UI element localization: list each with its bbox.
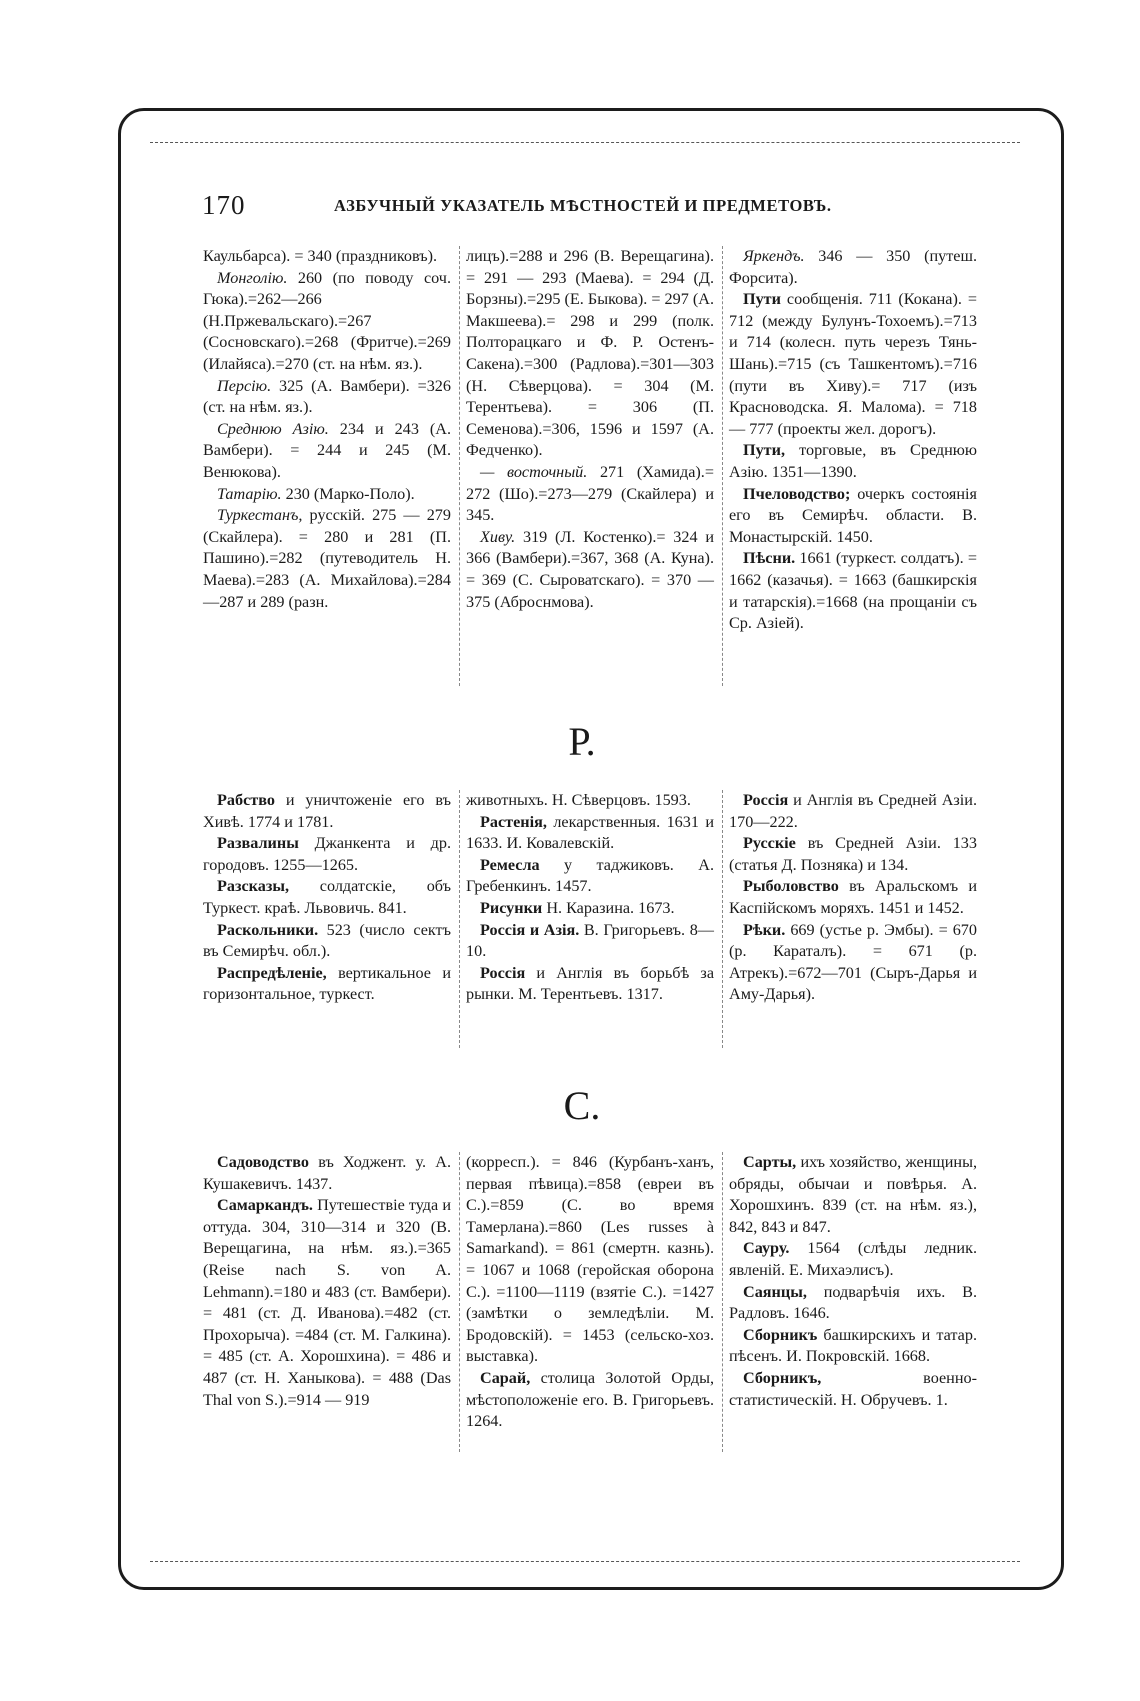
entry-keyword: Сборникъ <box>743 1325 818 1344</box>
entry-keyword: Пчеловодство; <box>743 484 851 503</box>
entry-text: и Англія въ борьбѣ за рынки. М. Терентьевъ. 1317. <box>466 963 714 1004</box>
index-entry <box>466 246 714 462</box>
entry-keyword: Распредѣленіе, <box>217 963 327 982</box>
index-entry <box>203 1195 451 1411</box>
column-divider <box>459 790 460 1048</box>
index-entry <box>466 898 714 920</box>
entry-text: 1661 (туркест. солдатъ). = 1662 (казачья). = 1663 (башкирскія и татарскія).=1668 (на прощаніи съ Ср. Азіей). <box>729 549 977 633</box>
entry-keyword: Сауру. <box>743 1239 790 1258</box>
entry-text: въ Средней Азіи. 133 (статья Д. Позняка) и 134. <box>729 834 977 874</box>
entry-keyword: Россія и Азія. <box>480 920 580 939</box>
entry-keyword: Русскіе <box>743 834 796 853</box>
entry-text: и уничтоженіе его въ Хивѣ. 1774 и 1781. <box>203 791 451 831</box>
entry-keyword: Россія <box>743 791 789 809</box>
index-entry <box>203 246 451 268</box>
entry-text: 523 (число сектъ въ Семирѣч. обл.). <box>203 920 451 961</box>
index-entry <box>203 876 451 919</box>
entry-text: столица Золотой Орды, мѣстоположеніе его. В. Григорьевъ. 1264. <box>466 1368 714 1431</box>
entry-keyword: Ремесла <box>480 855 540 874</box>
entry-keyword: Рабство <box>217 791 275 809</box>
index-entry <box>203 833 451 876</box>
entry-text: 669 (устье р. Эмбы). = 670 (р. Караталъ). = 671 (р. Атрекъ).=672—701 (Сыръ-Дарья и Аму-Дарья). <box>729 920 977 1004</box>
index-entry <box>466 812 714 855</box>
index-entry <box>729 920 977 1006</box>
index-entry <box>203 920 451 963</box>
column-divider <box>459 246 460 686</box>
index-entry <box>203 419 451 484</box>
column-divider <box>722 790 723 1048</box>
entry-keyword: Пути, <box>743 441 786 460</box>
block1-col3 <box>729 246 977 635</box>
index-entry <box>729 876 977 919</box>
entry-text: русскій. 275 — 279 (Скайлера). = 280 и 281 (П. Пашино).=282 (путеводитель Н. Маева).=283 (А. Михайлова).=284—287 и 289 (разн. <box>203 506 451 611</box>
entry-text: подварѣчія ихъ. В. Радловъ. 1646. <box>729 1282 977 1323</box>
entry-heading: Монголію. <box>217 268 288 287</box>
index-entry <box>729 484 977 549</box>
entry-keyword: Разсказы, <box>217 877 290 896</box>
entry-heading: Татарію. <box>217 484 282 503</box>
entry-keyword: Рыболовство <box>743 877 839 896</box>
entry-text: Каульбарса). = 340 (праздниковъ). <box>203 247 438 265</box>
index-entry <box>729 289 977 440</box>
entry-text: 346 — 350 (путеш. Форсита). <box>729 247 977 287</box>
block2-col1 <box>203 790 451 1006</box>
entry-keyword: Сборникъ, <box>743 1368 822 1387</box>
entry-text: лекарственныя. 1631 и 1633. И. Ковалевскій. <box>466 812 714 853</box>
index-entry <box>729 440 977 483</box>
block1-col2 <box>466 246 714 613</box>
index-entry <box>203 790 451 833</box>
entry-text: 230 (Марко-Поло). <box>281 484 415 503</box>
entry-text: въ Аральскомъ и Каспійскомъ моряхъ. 1451 и 1452. <box>729 877 977 917</box>
index-entry <box>729 1282 977 1325</box>
index-entry <box>466 790 714 812</box>
entry-text: Путешествіе туда и оттуда. 304, 310—314 и 320 (В. Верещагина, на нѣм. яз.).=365 (Reise nach S. von A. Lehmann).=180 и 483 (ст. Вамбери). = 481 (ст. Д. Иванова).=482 (ст. Прохорыча). =484 (ст. М. Галкина). = 485 (ст. А. Хорошхина). = 486 и 487 (ст. Н. Ханыкова). = 488 (Das Thal von S.).=914 — 919 <box>203 1196 451 1409</box>
column-divider <box>722 246 723 686</box>
entry-keyword: Садоводство <box>217 1153 309 1171</box>
section-letter-r: Р. <box>568 719 596 764</box>
entry-text: 325 (А. Вамбери). =326 (ст. на нѣм. яз.). <box>203 376 451 417</box>
entry-keyword: Саянцы, <box>743 1282 807 1301</box>
index-entry <box>203 484 451 506</box>
index-entry <box>729 548 977 634</box>
index-entry <box>729 1238 977 1281</box>
entry-text: 1564 (слѣды ледник. явленій. Е. Михаэлисъ). <box>729 1239 977 1279</box>
entry-text: торговые, въ Среднюю Азію. 1351—1390. <box>729 441 977 481</box>
entry-text: у таджиковъ. А. Гребенкинъ. 1457. <box>466 855 714 896</box>
entry-text: 319 (Л. Костенко).= 324 и 366 (Вамбери).=367, 368 (А. Куна). = 369 (С. Сыроватскаго). = 370 — 375 (Аброснмова). <box>466 527 714 611</box>
entry-keyword: Пути <box>743 290 781 309</box>
block3-col1 <box>203 1152 451 1411</box>
section-letter-s: С. <box>563 1083 601 1128</box>
entry-keyword: Раскольники. <box>217 920 319 939</box>
entry-keyword: Сарай, <box>480 1368 531 1387</box>
index-entry <box>729 833 977 876</box>
entry-text: въ Ходжент. у. А. Кушакевичъ. 1437. <box>203 1153 451 1193</box>
block2-col2 <box>466 790 714 1006</box>
entry-text: 260 (по поводу соч. Гюка).=262—266 (Н.Пржевальскаго).=267 (Сосновскаго).=268 (Фритче).=269 (Илайяса).=270 (ст. на нѣм. яз.). <box>203 268 451 373</box>
entry-heading: Яркендъ. <box>743 247 805 265</box>
index-entry <box>729 1368 977 1411</box>
entry-text: 234 и 243 (А. Вамбери). = 244 и 245 (М. Венюкова). <box>203 419 451 481</box>
entry-keyword: Растенія, <box>480 812 547 831</box>
entry-text: животныхъ. Н. Сѣверцовъ. 1593. <box>466 791 691 809</box>
entry-text: 271 (Хамида).= 272 (Шо).=273—279 (Скайлера) и 345. <box>466 462 714 525</box>
entry-heading: Туркестанъ, <box>217 506 303 525</box>
entry-keyword: Рисунки <box>480 898 543 917</box>
entry-text: Н. Каразина. 1673. <box>542 898 675 917</box>
entry-text: лицъ).=288 и 296 (В. Верещагина). = 291 — 293 (Маева). = 294 (Д. Борзны).=295 (Е. Быкова). = 297 (А. Макшеева).= 298 и 299 (полк. Полторацкаго и Ф. Р. Остенъ-Сакена).=300 (Радлова).=301—303 (Н. Сѣверцова). = 304 (М. Терентьева). = 306 (П. Семенова).=306, 1596 и 1597 (А. Федченко). <box>466 247 714 460</box>
index-entry <box>203 376 451 419</box>
column-divider <box>722 1152 723 1452</box>
entry-text: военно-статистическій. Н. Обручевъ. 1. <box>729 1368 977 1409</box>
index-entry <box>729 1325 977 1368</box>
entry-keyword: Россія <box>480 963 526 982</box>
entry-heading: Персію. <box>217 376 272 395</box>
entry-heading: Хиву. <box>480 527 516 546</box>
entry-heading: — восточный. <box>480 462 588 481</box>
entry-text: Джанкента и др. городовъ. 1255—1265. <box>203 834 451 874</box>
entry-keyword: Рѣки. <box>743 920 786 939</box>
entry-keyword: Самаркандъ. <box>217 1196 313 1215</box>
entry-keyword: Развалины <box>217 834 299 853</box>
index-entry <box>466 527 714 613</box>
index-entry <box>729 246 977 289</box>
index-entry <box>466 1368 714 1433</box>
block3-col3 <box>729 1152 977 1411</box>
index-entry <box>466 963 714 1006</box>
block1-col1 <box>203 246 451 613</box>
entry-text: солдатскіе, объ Туркест. краѣ. Львовичь. 841. <box>203 877 451 917</box>
block3-col2 <box>466 1152 714 1433</box>
entry-text: башкирскихъ и татар. пѣсенъ. И. Покровскій. 1668. <box>729 1325 977 1366</box>
entry-text: сообщенія. 711 (Кокана). = 712 (между Булунъ-Тохоемъ).=713 и 714 (колесн. путь черезъ Тянь-Шань).=715 (съ Ташкентомъ).=716 (пути въ Хиву).= 717 (изъ Красноводска. Я. Малома). = 718 — 777 (проекты жел. дорогъ). <box>729 290 977 438</box>
page-number: 170 <box>202 190 246 220</box>
index-entry <box>203 505 451 613</box>
running-title: АЗБУЧНЫЙ УКАЗАТЕЛЬ МѢСТНОСТЕЙ И ПРЕДМЕТОВЪ. <box>334 196 832 215</box>
index-entry <box>729 790 977 833</box>
index-entry <box>466 920 714 963</box>
entry-heading: Среднюю Азію. <box>217 419 329 438</box>
index-entry <box>729 1152 977 1238</box>
index-entry <box>466 1152 714 1368</box>
index-entry <box>466 462 714 527</box>
index-entry <box>466 855 714 898</box>
entry-keyword: Пѣсни. <box>743 549 796 568</box>
entry-text: и Англія въ Средней Азіи. 170—222. <box>729 791 977 831</box>
index-entry <box>203 963 451 1006</box>
index-entry <box>203 268 451 376</box>
entry-text: очеркъ состоянія его въ Семирѣч. области. В. Монастырскій. 1450. <box>729 484 977 546</box>
entry-text: В. Григорьевъ. 8—10. <box>466 920 714 961</box>
entry-keyword: Сарты, <box>743 1153 797 1171</box>
block2-col3 <box>729 790 977 1006</box>
index-entry <box>203 1152 451 1195</box>
entry-text: (корресп.). = 846 (Курбанъ-ханъ, первая пѣвица).=858 (евреи въ С.).=859 (С. во время Тамерлана).=860 (Les russes à Samarkand). = 861 (смертн. казнь). = 1067 и 1068 (геройская оборона С.). =1100—1119 (взятіе С.). =1427 (замѣтки о земледѣліи. М. Бродовскій). = 1453 (сельско-хоз. выставка). <box>466 1153 714 1366</box>
column-divider <box>459 1152 460 1452</box>
entry-text: вертикальное и горизонтальное, туркест. <box>203 963 451 1004</box>
entry-text: ихъ хозяйство, женщины, обряды, обычаи и повѣрья. А. Хорошхинъ. 839 (ст. на нѣм. яз.), 842, 843 и 847. <box>729 1153 977 1236</box>
